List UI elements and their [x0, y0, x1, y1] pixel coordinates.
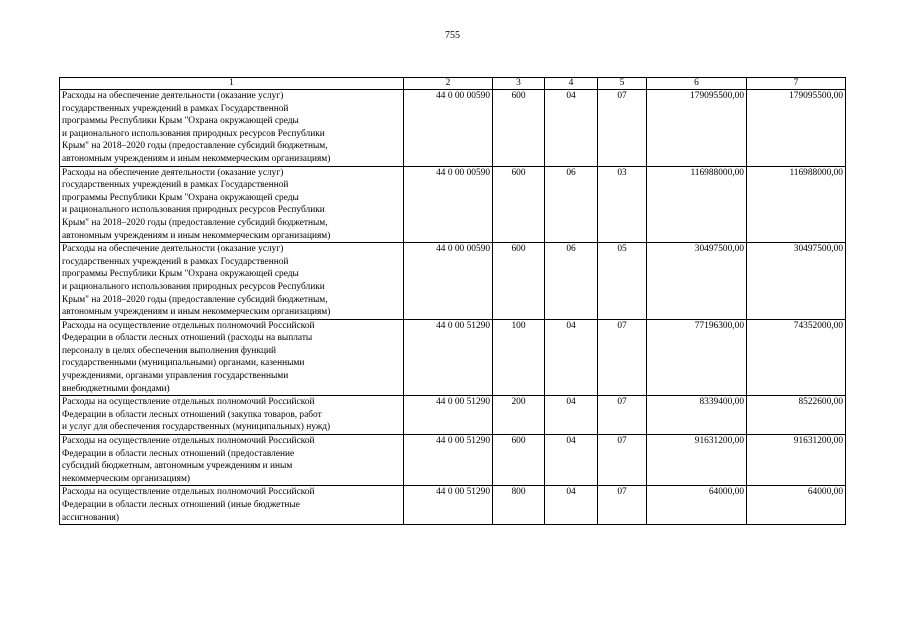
description-line: Крым" на 2018–2020 годы (предоставление субсидий бюджетным, — [62, 141, 328, 152]
section-code: 04 — [545, 90, 598, 167]
column-header-4: 4 — [545, 78, 598, 90]
amount-column-6: 64000,00 — [647, 486, 747, 525]
subsection-code: 07 — [598, 90, 647, 167]
expense-type-code: 600 — [493, 90, 545, 167]
amount-column-7: 116988000,00 — [747, 166, 846, 243]
description-line: Федерации в области лесных отношений (иные бюджетные — [62, 500, 300, 510]
description-line: и услуг для обеспечения государственных (муниципальных) нужд) — [62, 422, 331, 433]
expense-type-code: 100 — [493, 319, 545, 396]
column-header-2: 2 — [404, 78, 493, 90]
section-code: 06 — [545, 243, 598, 320]
column-header-6: 6 — [647, 78, 747, 90]
description-line: Крым" на 2018–2020 годы (предоставление субсидий бюджетным, — [62, 294, 328, 305]
expense-description — [60, 243, 404, 320]
description-line: ассигнования) — [62, 512, 119, 523]
expense-description — [60, 486, 404, 525]
amount-column-6: 116988000,00 — [647, 166, 747, 243]
description-line: Федерации в области лесных отношений (расходы на выплаты — [62, 333, 313, 344]
description-line: и рационального использования природных ресурсов Республики — [62, 128, 325, 139]
expense-description — [60, 90, 404, 167]
target-article-code: 44 0 00 00590 — [404, 166, 493, 243]
amount-column-6: 91631200,00 — [647, 435, 747, 486]
description-line: субсидий бюджетным, автономным учреждениям и иным — [62, 461, 293, 472]
table-row — [60, 435, 846, 486]
page-number: 755 — [445, 30, 460, 41]
amount-column-7: 179095500,00 — [747, 90, 846, 167]
table-body — [60, 90, 846, 525]
target-article-code: 44 0 00 51290 — [404, 435, 493, 486]
amount-column-7: 30497500,00 — [747, 243, 846, 320]
section-code: 04 — [545, 319, 598, 396]
description-line: Федерации в области лесных отношений (предоставление — [62, 448, 295, 459]
column-header-7: 7 — [747, 78, 846, 90]
description-line: программы Республики Крым "Охрана окружающей среды — [62, 192, 299, 203]
description-line: внебюджетными фондами) — [62, 383, 170, 394]
amount-column-7: 91631200,00 — [747, 435, 846, 486]
description-line: программы Республики Крым "Охрана окружающей среды — [62, 116, 299, 127]
expense-description — [60, 435, 404, 486]
table-row — [60, 166, 846, 243]
expense-type-code: 600 — [493, 435, 545, 486]
amount-column-6: 179095500,00 — [647, 90, 747, 167]
expense-type-code: 600 — [493, 166, 545, 243]
description-line: Расходы на осуществление отдельных полномочий Российской — [62, 397, 315, 408]
amount-column-7: 8522600,00 — [747, 396, 846, 435]
description-line: Расходы на обеспечение деятельности (оказание услуг) — [62, 91, 284, 101]
table-row — [60, 486, 846, 525]
subsection-code: 05 — [598, 243, 647, 320]
subsection-code: 07 — [598, 319, 647, 396]
description-line: Расходы на обеспечение деятельности (оказание услуг) — [62, 244, 284, 255]
target-article-code: 44 0 00 00590 — [404, 90, 493, 167]
section-code: 04 — [545, 396, 598, 435]
description-line: некоммерческим организациям) — [62, 473, 191, 484]
subsection-code: 03 — [598, 166, 647, 243]
amount-column-6: 30497500,00 — [647, 243, 747, 320]
section-code: 06 — [545, 166, 598, 243]
subsection-code: 07 — [598, 396, 647, 435]
description-line: Расходы на осуществление отдельных полномочий Российской — [62, 487, 315, 498]
column-header-5: 5 — [598, 78, 647, 90]
description-line: Федерации в области лесных отношений (закупка товаров, работ — [62, 409, 322, 420]
amount-column-6: 77196300,00 — [647, 319, 747, 396]
description-line: Расходы на осуществление отдельных полномочий Российской — [62, 436, 315, 447]
expense-description — [60, 166, 404, 243]
description-line: автономным учреждениям и иным некоммерческим организациям) — [62, 230, 331, 241]
section-code: 04 — [545, 435, 598, 486]
target-article-code: 44 0 00 51290 — [404, 396, 493, 435]
description-line: персоналу в целях обеспечения выполнения функций — [62, 345, 277, 356]
description-line: программы Республики Крым "Охрана окружающей среды — [62, 269, 299, 280]
description-line: и рационального использования природных ресурсов Республики — [62, 205, 325, 216]
section-code: 04 — [545, 486, 598, 525]
amount-column-7: 64000,00 — [747, 486, 846, 525]
amount-column-6: 8339400,00 — [647, 396, 747, 435]
target-article-code: 44 0 00 51290 — [404, 319, 493, 396]
description-line: учреждениями, органами управления государственными — [62, 371, 289, 382]
description-line: Расходы на обеспечение деятельности (оказание услуг) — [62, 167, 284, 178]
description-line: государственных учреждений в рамках Государственной — [62, 103, 289, 114]
table-row — [60, 90, 846, 167]
expense-type-code: 200 — [493, 396, 545, 435]
table-row — [60, 319, 846, 396]
column-header-3: 3 — [493, 78, 545, 90]
expense-type-code: 600 — [493, 243, 545, 320]
description-line: государственных учреждений в рамках Государственной — [62, 256, 289, 267]
target-article-code: 44 0 00 00590 — [404, 243, 493, 320]
expense-description — [60, 319, 404, 396]
table-row — [60, 396, 846, 435]
target-article-code: 44 0 00 51290 — [404, 486, 493, 525]
amount-column-7: 74352000,00 — [747, 319, 846, 396]
expense-description — [60, 396, 404, 435]
header-row — [60, 78, 846, 90]
column-header-1: 1 — [60, 78, 404, 90]
description-line: и рационального использования природных ресурсов Республики — [62, 281, 325, 292]
description-line: государственными (муниципальными) органами, казенными — [62, 358, 305, 369]
expense-type-code: 800 — [493, 486, 545, 525]
description-line: автономным учреждениям и иным некоммерческим организациям) — [62, 153, 331, 164]
table-row — [60, 243, 846, 320]
description-line: автономным учреждениям и иным некоммерческим организациям) — [62, 307, 331, 318]
description-line: государственных учреждений в рамках Государственной — [62, 180, 289, 191]
subsection-code: 07 — [598, 435, 647, 486]
description-line: Расходы на осуществление отдельных полномочий Российской — [62, 320, 315, 331]
description-line: Крым" на 2018–2020 годы (предоставление субсидий бюджетным, — [62, 217, 328, 228]
budget-table — [59, 77, 846, 525]
subsection-code: 07 — [598, 486, 647, 525]
